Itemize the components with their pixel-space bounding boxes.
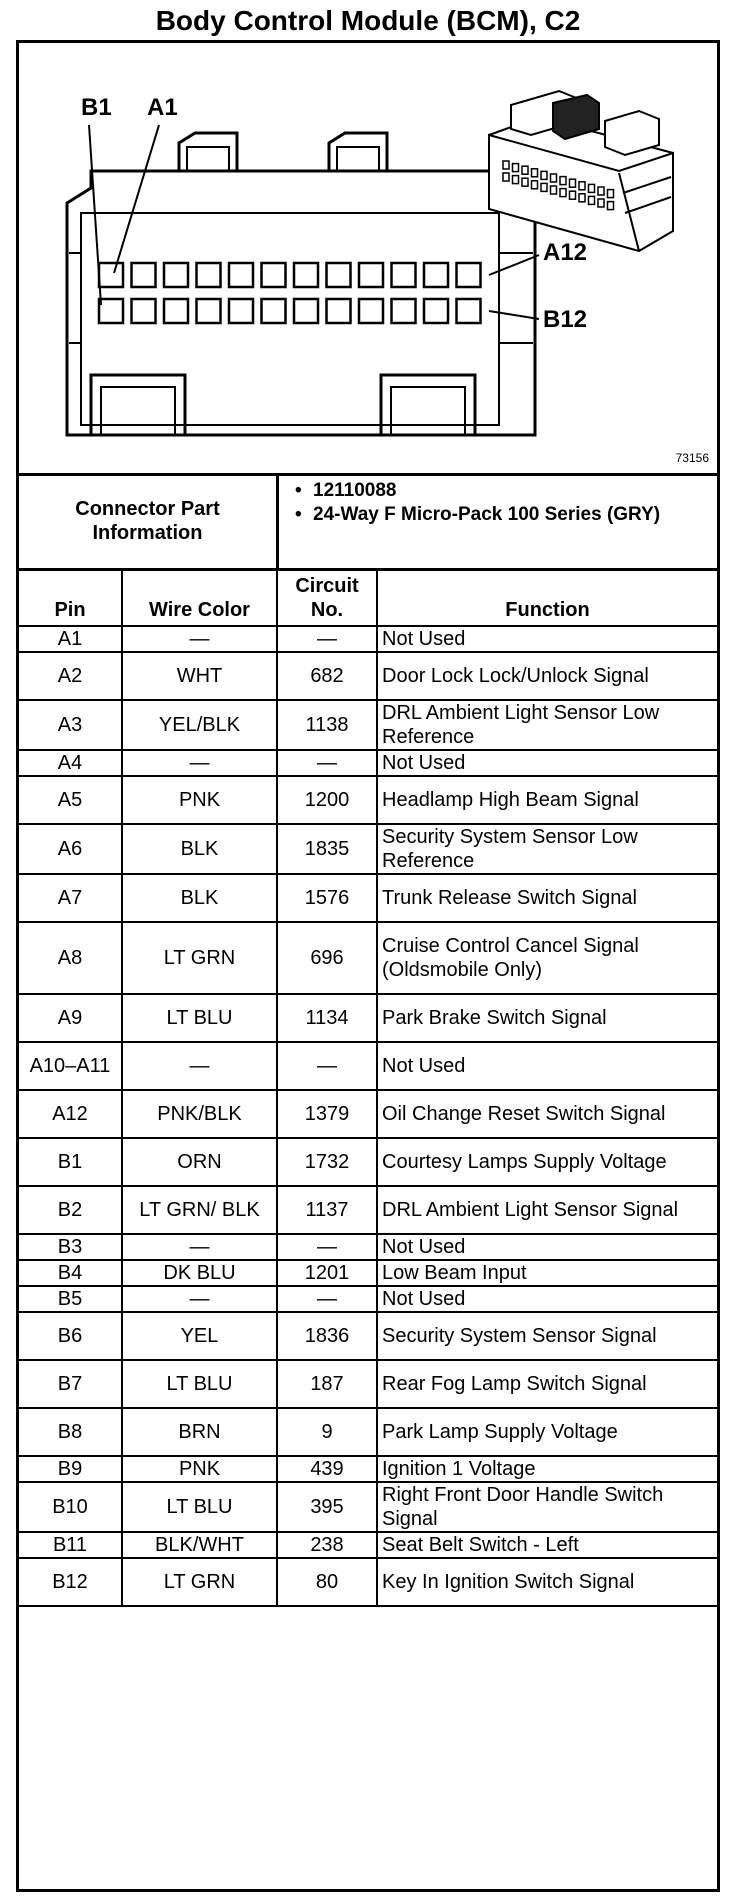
pin-cell: B2 xyxy=(19,1186,122,1234)
pin-cavity xyxy=(164,299,188,323)
pin-cell: B7 xyxy=(19,1360,122,1408)
pin-cell: A1 xyxy=(19,626,122,652)
table-row xyxy=(19,994,717,1042)
function-cell: Key In Ignition Switch Signal xyxy=(377,1558,717,1606)
function-cell: Not Used xyxy=(377,626,717,652)
table-row xyxy=(19,652,717,700)
connector-sheet xyxy=(16,40,720,1892)
table-row xyxy=(19,1312,717,1360)
pin-cavity xyxy=(197,299,221,323)
wire-color-cell: — xyxy=(122,1286,277,1312)
connector-description: 24-Way F Micro-Pack 100 Series (GRY) xyxy=(313,504,661,525)
table-row xyxy=(19,1286,717,1312)
wire-color-cell: BLK/WHT xyxy=(122,1532,277,1558)
pin-cavity xyxy=(99,299,123,323)
label-b1: B1 xyxy=(81,94,112,121)
connector-info-list xyxy=(295,479,715,527)
wire-color-cell: — xyxy=(122,750,277,776)
function-cell: Not Used xyxy=(377,750,717,776)
circuit-no-cell: 1201 xyxy=(277,1260,377,1286)
pin-cell: B4 xyxy=(19,1260,122,1286)
circuit-no-cell: 80 xyxy=(277,1558,377,1606)
pin-cavity xyxy=(424,263,448,287)
table-row xyxy=(19,1042,717,1090)
circuit-no-cell: 696 xyxy=(277,922,377,994)
pin-cavity xyxy=(262,299,286,323)
connector-diagram xyxy=(19,43,717,476)
pin-cavity xyxy=(392,299,416,323)
wire-color-cell: BLK xyxy=(122,874,277,922)
function-cell: Park Brake Switch Signal xyxy=(377,994,717,1042)
function-cell: Ignition 1 Voltage xyxy=(377,1456,717,1482)
wire-color-cell: — xyxy=(122,1042,277,1090)
circuit-no-cell: 238 xyxy=(277,1532,377,1558)
pin-cell: B5 xyxy=(19,1286,122,1312)
function-cell: Not Used xyxy=(377,1042,717,1090)
pin-cavity xyxy=(99,263,123,287)
pin-cell: B6 xyxy=(19,1312,122,1360)
pin-cell: B1 xyxy=(19,1138,122,1186)
function-cell: Not Used xyxy=(377,1286,717,1312)
function-cell: DRL Ambient Light Sensor Low Reference xyxy=(377,700,717,750)
circuit-no-cell: 1379 xyxy=(277,1090,377,1138)
pin-cavity xyxy=(132,299,156,323)
pin-cavity xyxy=(197,263,221,287)
pin-cavity xyxy=(327,263,351,287)
wire-color-cell: YEL/BLK xyxy=(122,700,277,750)
circuit-no-cell: — xyxy=(277,1286,377,1312)
label-b12: B12 xyxy=(543,306,588,333)
header-wire-color: Wire Color xyxy=(122,568,277,626)
circuit-no-cell: 1137 xyxy=(277,1186,377,1234)
pin-cavity xyxy=(294,263,318,287)
wire-color-cell: — xyxy=(122,1234,277,1260)
function-cell: Security System Sensor Low Reference xyxy=(377,824,717,874)
pinout-rows xyxy=(19,626,717,1606)
circuit-no-cell: 682 xyxy=(277,652,377,700)
wire-color-cell: — xyxy=(122,626,277,652)
pin-cavity xyxy=(229,263,253,287)
function-cell: Cruise Control Cancel Signal (Oldsmobile Only) xyxy=(377,922,717,994)
pin-cavity xyxy=(327,299,351,323)
wire-color-cell: ORN xyxy=(122,1138,277,1186)
pin-cavity xyxy=(294,299,318,323)
function-cell: Park Lamp Supply Voltage xyxy=(377,1408,717,1456)
table-row xyxy=(19,824,717,874)
function-cell: Door Lock Lock/Unlock Signal xyxy=(377,652,717,700)
function-cell: Not Used xyxy=(377,1234,717,1260)
wire-color-cell: LT GRN xyxy=(122,922,277,994)
circuit-no-cell: 439 xyxy=(277,1456,377,1482)
function-cell: Seat Belt Switch - Left xyxy=(377,1532,717,1558)
wire-color-cell: LT GRN xyxy=(122,1558,277,1606)
function-cell: Courtesy Lamps Supply Voltage xyxy=(377,1138,717,1186)
circuit-no-cell: — xyxy=(277,1042,377,1090)
table-row xyxy=(19,1186,717,1234)
pin-cavity xyxy=(424,299,448,323)
wire-color-cell: YEL xyxy=(122,1312,277,1360)
table-row xyxy=(19,750,717,776)
circuit-no-cell: — xyxy=(277,750,377,776)
pinout-table xyxy=(19,568,717,1607)
pin-cavity xyxy=(132,263,156,287)
circuit-no-cell: 1835 xyxy=(277,824,377,874)
pin-cavity xyxy=(392,263,416,287)
function-cell: Trunk Release Switch Signal xyxy=(377,874,717,922)
table-row xyxy=(19,1408,717,1456)
connector-info-label: Connector Part Information xyxy=(19,473,279,568)
function-cell: Security System Sensor Signal xyxy=(377,1312,717,1360)
table-row xyxy=(19,1090,717,1138)
table-row xyxy=(19,1482,717,1532)
pin-cavity xyxy=(457,299,481,323)
pin-cell: B8 xyxy=(19,1408,122,1456)
circuit-no-cell: — xyxy=(277,626,377,652)
circuit-no-cell: 395 xyxy=(277,1482,377,1532)
pin-cell: A10–A11 xyxy=(19,1042,122,1090)
table-row xyxy=(19,874,717,922)
pin-cell: A9 xyxy=(19,994,122,1042)
connector-drawing xyxy=(19,43,717,473)
label-a1: A1 xyxy=(147,94,178,121)
circuit-no-cell: — xyxy=(277,1234,377,1260)
bullet: • xyxy=(295,504,302,525)
wire-color-cell: LT BLU xyxy=(122,994,277,1042)
pin-cell: B11 xyxy=(19,1532,122,1558)
table-row xyxy=(19,922,717,994)
function-cell: Rear Fog Lamp Switch Signal xyxy=(377,1360,717,1408)
figure-number: 73156 xyxy=(675,451,709,465)
wire-color-cell: DK BLU xyxy=(122,1260,277,1286)
circuit-no-cell: 9 xyxy=(277,1408,377,1456)
pin-cell: A6 xyxy=(19,824,122,874)
pin-cell: B12 xyxy=(19,1558,122,1606)
wire-color-cell: LT BLU xyxy=(122,1482,277,1532)
table-row xyxy=(19,1138,717,1186)
part-number: 12110088 xyxy=(313,480,397,501)
function-cell: Headlamp High Beam Signal xyxy=(377,776,717,824)
circuit-no-cell: 1732 xyxy=(277,1138,377,1186)
wire-color-cell: WHT xyxy=(122,652,277,700)
wire-color-cell: LT GRN/ BLK xyxy=(122,1186,277,1234)
pin-cell: A3 xyxy=(19,700,122,750)
table-row xyxy=(19,626,717,652)
table-row xyxy=(19,1360,717,1408)
pin-cavity xyxy=(164,263,188,287)
table-row xyxy=(19,1234,717,1260)
circuit-no-cell: 1200 xyxy=(277,776,377,824)
function-cell: Oil Change Reset Switch Signal xyxy=(377,1090,717,1138)
pin-cavity xyxy=(359,299,383,323)
label-a12: A12 xyxy=(543,239,588,266)
pin-cell: A4 xyxy=(19,750,122,776)
circuit-no-cell: 187 xyxy=(277,1360,377,1408)
pin-cell: B9 xyxy=(19,1456,122,1482)
header-pin: Pin xyxy=(19,568,122,626)
wire-color-cell: BRN xyxy=(122,1408,277,1456)
bullet: • xyxy=(295,480,302,501)
wire-color-cell: PNK xyxy=(122,1456,277,1482)
circuit-no-cell: 1134 xyxy=(277,994,377,1042)
circuit-no-cell: 1836 xyxy=(277,1312,377,1360)
wire-color-cell: PNK xyxy=(122,776,277,824)
pin-cell: A5 xyxy=(19,776,122,824)
circuit-no-cell: 1576 xyxy=(277,874,377,922)
page-title: Body Control Module (BCM), C2 xyxy=(155,5,581,36)
wire-color-cell: PNK/BLK xyxy=(122,1090,277,1138)
pin-cell: A7 xyxy=(19,874,122,922)
wire-color-cell: BLK xyxy=(122,824,277,874)
function-cell: Low Beam Input xyxy=(377,1260,717,1286)
pin-cavity xyxy=(229,299,253,323)
function-cell: Right Front Door Handle Switch Signal xyxy=(377,1482,717,1532)
connector-info-item xyxy=(295,503,715,527)
table-row xyxy=(19,1558,717,1606)
pin-cavity xyxy=(262,263,286,287)
pin-cavity xyxy=(359,263,383,287)
connector-info-item xyxy=(295,479,715,503)
pin-cell: A2 xyxy=(19,652,122,700)
pin-cell: A8 xyxy=(19,922,122,994)
wire-color-cell: LT BLU xyxy=(122,1360,277,1408)
table-row xyxy=(19,700,717,750)
connector-part-information xyxy=(19,473,717,571)
table-row xyxy=(19,1260,717,1286)
pin-cell: B3 xyxy=(19,1234,122,1260)
table-row xyxy=(19,776,717,824)
function-cell: DRL Ambient Light Sensor Signal xyxy=(377,1186,717,1234)
circuit-no-cell: 1138 xyxy=(277,700,377,750)
pin-cavity xyxy=(457,263,481,287)
table-row xyxy=(19,1532,717,1558)
pin-cell: B10 xyxy=(19,1482,122,1532)
header-circuit-no: Circuit No. xyxy=(277,568,377,626)
table-row xyxy=(19,1456,717,1482)
pin-cell: A12 xyxy=(19,1090,122,1138)
header-function: Function xyxy=(377,568,717,626)
